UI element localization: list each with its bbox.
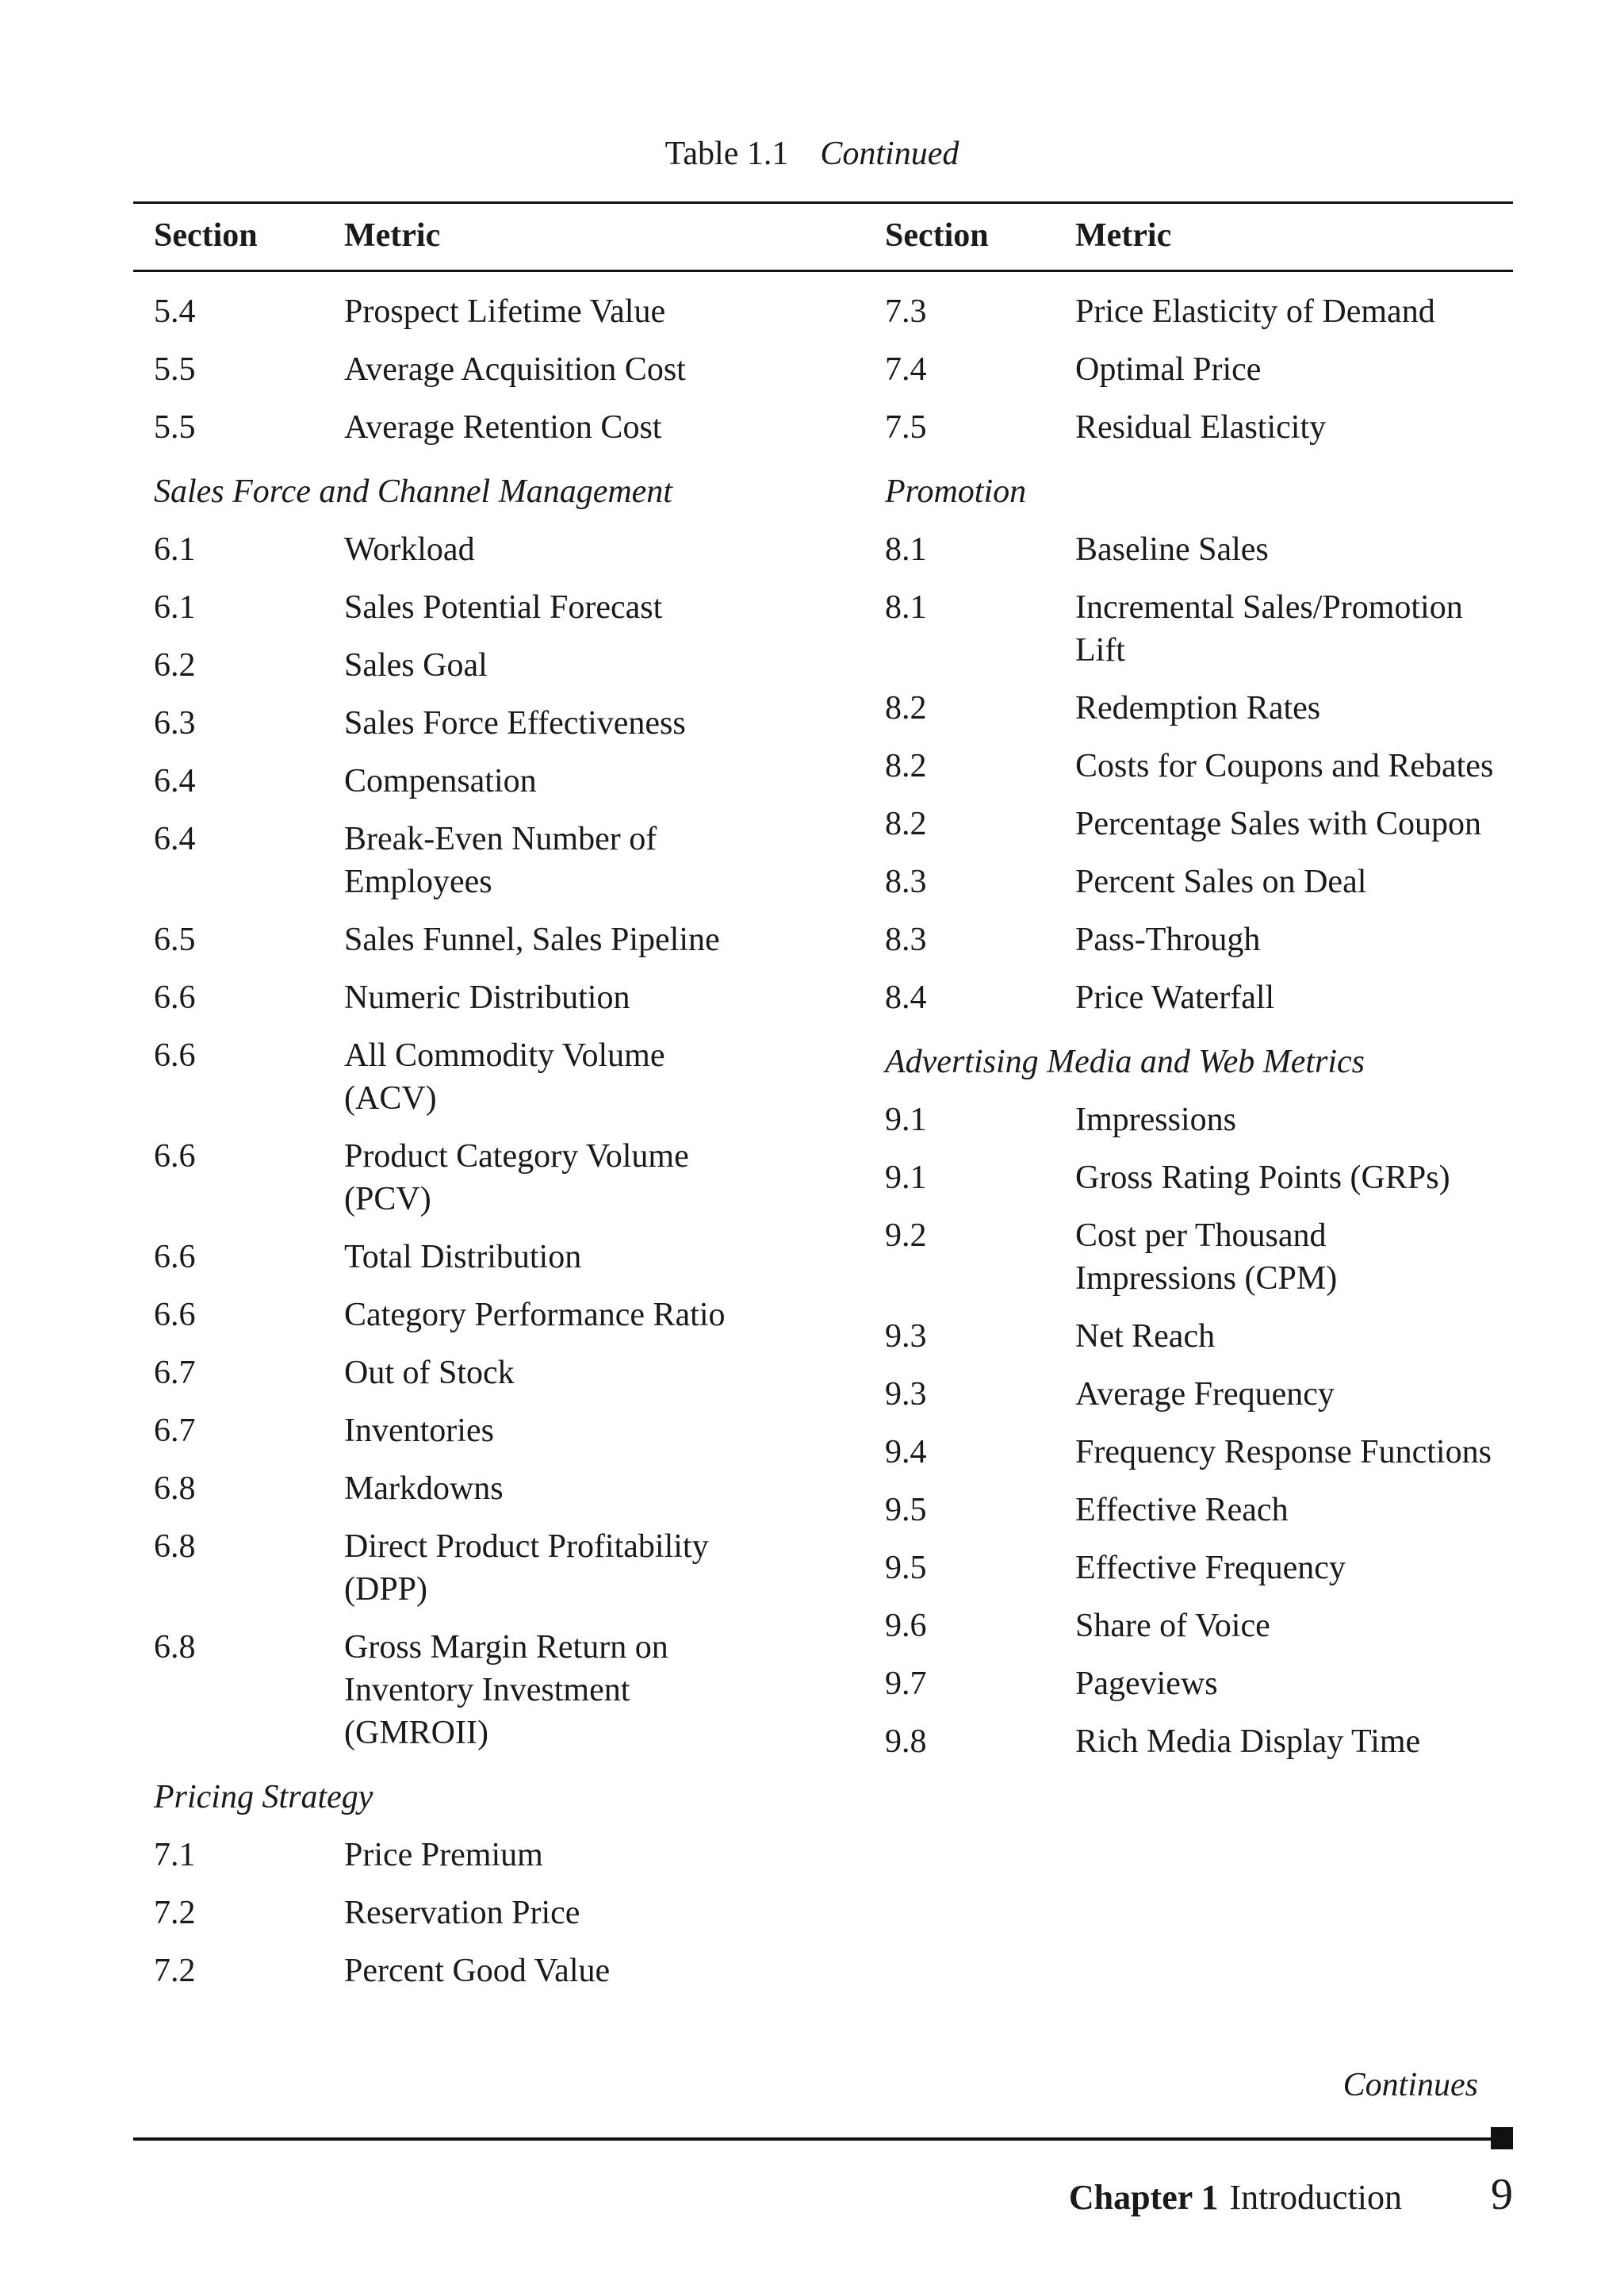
section-number: 6.1 xyxy=(154,589,196,626)
footer-rule-marker xyxy=(1491,2127,1513,2149)
table-left-column xyxy=(154,290,836,2007)
table-row xyxy=(885,745,1567,788)
footer-chapter-title: Introduction xyxy=(1229,2178,1402,2217)
metric-name: Category Performance Ratio xyxy=(344,1297,726,1333)
section-number: 9.4 xyxy=(885,1434,927,1470)
section-number: 8.1 xyxy=(885,531,927,568)
metric-name: Direct Product Profitability (DPP) xyxy=(344,1528,709,1608)
continues-note: Continues xyxy=(1342,2067,1478,2103)
table-right-column xyxy=(885,290,1567,1778)
section-group-heading: Pricing Strategy xyxy=(154,1779,373,1815)
table-row xyxy=(154,1834,836,1877)
metric-name: Effective Frequency xyxy=(1075,1550,1346,1586)
section-number: 6.6 xyxy=(154,1297,196,1333)
table-row xyxy=(885,528,1567,571)
metric-name: Share of Voice xyxy=(1075,1608,1270,1644)
table-row xyxy=(154,1409,836,1452)
metric-name: Out of Stock xyxy=(344,1355,515,1391)
table-row xyxy=(154,1351,836,1394)
table-row xyxy=(885,1489,1567,1532)
table-row xyxy=(885,918,1567,961)
metric-name: Rich Media Display Time xyxy=(1075,1723,1421,1760)
page-number: 9 xyxy=(1491,2170,1513,2219)
metric-name: Inventories xyxy=(344,1413,494,1449)
table-row xyxy=(885,687,1567,730)
section-number: 6.6 xyxy=(154,1239,196,1275)
metric-name: Prospect Lifetime Value xyxy=(344,293,666,330)
section-group-heading: Advertising Media and Web Metrics xyxy=(885,1044,1365,1080)
table-row xyxy=(885,1720,1567,1763)
section-number: 6.8 xyxy=(154,1629,196,1666)
section-number: 9.1 xyxy=(885,1160,927,1196)
table-row xyxy=(154,1525,836,1611)
table-row xyxy=(154,1034,836,1120)
table-row xyxy=(154,818,836,903)
section-number: 9.5 xyxy=(885,1492,927,1528)
table-row xyxy=(154,1949,836,1992)
table-caption xyxy=(0,133,1624,174)
metric-name: Sales Force Effectiveness xyxy=(344,705,686,742)
table-top-rule xyxy=(133,201,1513,204)
table-row xyxy=(154,586,836,629)
metric-name: Net Reach xyxy=(1075,1318,1216,1355)
metric-name: Gross Margin Return on Inventory Investment (GMROII) xyxy=(344,1629,668,1751)
table-row xyxy=(154,1626,836,1754)
section-number: 9.5 xyxy=(885,1550,927,1586)
section-number: 8.1 xyxy=(885,589,927,626)
metric-name: Optimal Price xyxy=(1075,351,1262,388)
section-number: 6.8 xyxy=(154,1470,196,1507)
table-row xyxy=(885,1431,1567,1474)
table-row xyxy=(154,918,836,961)
metric-name: Frequency Response Functions xyxy=(1075,1434,1492,1470)
section-number: 6.1 xyxy=(154,531,196,568)
section-number: 9.6 xyxy=(885,1608,927,1644)
section-number: 6.6 xyxy=(154,1138,196,1175)
metric-name: Cost per Thousand Impressions (CPM) xyxy=(1075,1217,1338,1297)
section-number: 5.5 xyxy=(154,409,196,446)
metric-name: Average Retention Cost xyxy=(344,409,662,446)
metric-name: Product Category Volume (PCV) xyxy=(344,1138,689,1217)
metric-name: Price Premium xyxy=(344,1837,543,1873)
metric-name: Effective Reach xyxy=(1075,1492,1289,1528)
section-number: 7.2 xyxy=(154,1895,196,1931)
section-number: 7.2 xyxy=(154,1953,196,1989)
section-number: 9.7 xyxy=(885,1666,927,1702)
metric-name: Baseline Sales xyxy=(1075,531,1269,568)
metric-name: Sales Funnel, Sales Pipeline xyxy=(344,922,720,958)
table-row xyxy=(885,1662,1567,1705)
metric-name: Costs for Coupons and Rebates xyxy=(1075,748,1494,784)
table-row xyxy=(154,1135,836,1221)
table-row xyxy=(885,976,1567,1019)
metric-name: Percentage Sales with Coupon xyxy=(1075,806,1482,842)
section-number: 9.3 xyxy=(885,1318,927,1355)
metric-name: Pageviews xyxy=(1075,1666,1218,1702)
section-number: 9.2 xyxy=(885,1217,927,1254)
section-number: 5.4 xyxy=(154,293,196,330)
section-number: 7.3 xyxy=(885,293,927,330)
section-number: 8.3 xyxy=(885,922,927,958)
metric-name: Pass-Through xyxy=(1075,922,1261,958)
table-row xyxy=(885,803,1567,845)
metric-name: Numeric Distribution xyxy=(344,979,630,1016)
metric-name: Percent Sales on Deal xyxy=(1075,864,1367,900)
table-row xyxy=(154,760,836,803)
section-group-heading: Sales Force and Channel Management xyxy=(154,473,672,510)
metric-name: Break-Even Number of Employees xyxy=(344,821,657,900)
metric-name: Incremental Sales/Promotion Lift xyxy=(1075,589,1463,669)
section-number: 8.2 xyxy=(885,748,927,784)
metric-name: Price Waterfall xyxy=(1075,979,1275,1016)
header-right-section: Section xyxy=(885,217,989,254)
table-row xyxy=(885,1214,1567,1300)
table-row xyxy=(885,1373,1567,1416)
section-number: 8.2 xyxy=(885,806,927,842)
table-row xyxy=(885,348,1567,391)
header-left-section: Section xyxy=(154,217,258,254)
section-number: 7.4 xyxy=(885,351,927,388)
table-row xyxy=(154,1236,836,1279)
section-number: 8.3 xyxy=(885,864,927,900)
metric-name: Total Distribution xyxy=(344,1239,582,1275)
header-left-metric: Metric xyxy=(344,217,441,254)
section-number: 6.2 xyxy=(154,647,196,684)
metric-name: Percent Good Value xyxy=(344,1953,611,1989)
table-row xyxy=(154,702,836,745)
metric-name: Gross Rating Points (GRPs) xyxy=(1075,1160,1450,1196)
header-right-metric: Metric xyxy=(1075,217,1172,254)
metric-name: All Commodity Volume (ACV) xyxy=(344,1037,665,1117)
table-row xyxy=(154,348,836,391)
table-row xyxy=(154,1294,836,1336)
table-row xyxy=(154,976,836,1019)
metric-name: Workload xyxy=(344,531,475,568)
table-row xyxy=(885,406,1567,449)
metric-name: Average Acquisition Cost xyxy=(344,351,686,388)
table-row xyxy=(154,1892,836,1934)
metric-name: Sales Goal xyxy=(344,647,488,684)
section-number: 5.5 xyxy=(154,351,196,388)
footer-chapter-label: Chapter 1 xyxy=(1068,2178,1219,2217)
section-number: 8.4 xyxy=(885,979,927,1016)
table-row xyxy=(154,406,836,449)
section-number: 6.6 xyxy=(154,1037,196,1074)
section-number: 9.1 xyxy=(885,1102,927,1138)
metric-name: Average Frequency xyxy=(1075,1376,1335,1413)
section-group-heading: Promotion xyxy=(885,473,1027,510)
table-row xyxy=(885,1156,1567,1199)
metric-name: Markdowns xyxy=(344,1470,504,1507)
section-number: 6.4 xyxy=(154,763,196,799)
table-row xyxy=(154,644,836,687)
metric-name: Impressions xyxy=(1075,1102,1236,1138)
section-number: 7.1 xyxy=(154,1837,196,1873)
table-row xyxy=(885,1547,1567,1589)
section-number: 9.8 xyxy=(885,1723,927,1760)
metric-name: Redemption Rates xyxy=(1075,690,1321,726)
table-row xyxy=(885,1604,1567,1647)
table-caption-label: Table 1.1 xyxy=(665,136,789,172)
table-caption-status: Continued xyxy=(820,136,959,172)
metric-name: Compensation xyxy=(344,763,537,799)
section-number: 6.5 xyxy=(154,922,196,958)
metric-name: Reservation Price xyxy=(344,1895,580,1931)
table-row xyxy=(885,290,1567,333)
table-header-rule xyxy=(133,270,1513,272)
footer-rule xyxy=(133,2137,1513,2141)
section-number: 7.5 xyxy=(885,409,927,446)
table-row xyxy=(154,1467,836,1510)
page-footer xyxy=(1069,2172,1513,2221)
section-number: 6.4 xyxy=(154,821,196,857)
section-number: 6.6 xyxy=(154,979,196,1016)
table-row xyxy=(885,1315,1567,1358)
section-number: 6.7 xyxy=(154,1413,196,1449)
table-row xyxy=(885,1098,1567,1141)
section-number: 6.8 xyxy=(154,1528,196,1565)
section-number: 8.2 xyxy=(885,690,927,726)
table-row xyxy=(885,861,1567,903)
metric-name: Price Elasticity of Demand xyxy=(1075,293,1435,330)
section-number: 6.3 xyxy=(154,705,196,742)
table-row xyxy=(154,290,836,333)
table-row xyxy=(885,586,1567,672)
table-row xyxy=(154,528,836,571)
metric-name: Sales Potential Forecast xyxy=(344,589,663,626)
metric-name: Residual Elasticity xyxy=(1075,409,1327,446)
section-number: 9.3 xyxy=(885,1376,927,1413)
section-number: 6.7 xyxy=(154,1355,196,1391)
